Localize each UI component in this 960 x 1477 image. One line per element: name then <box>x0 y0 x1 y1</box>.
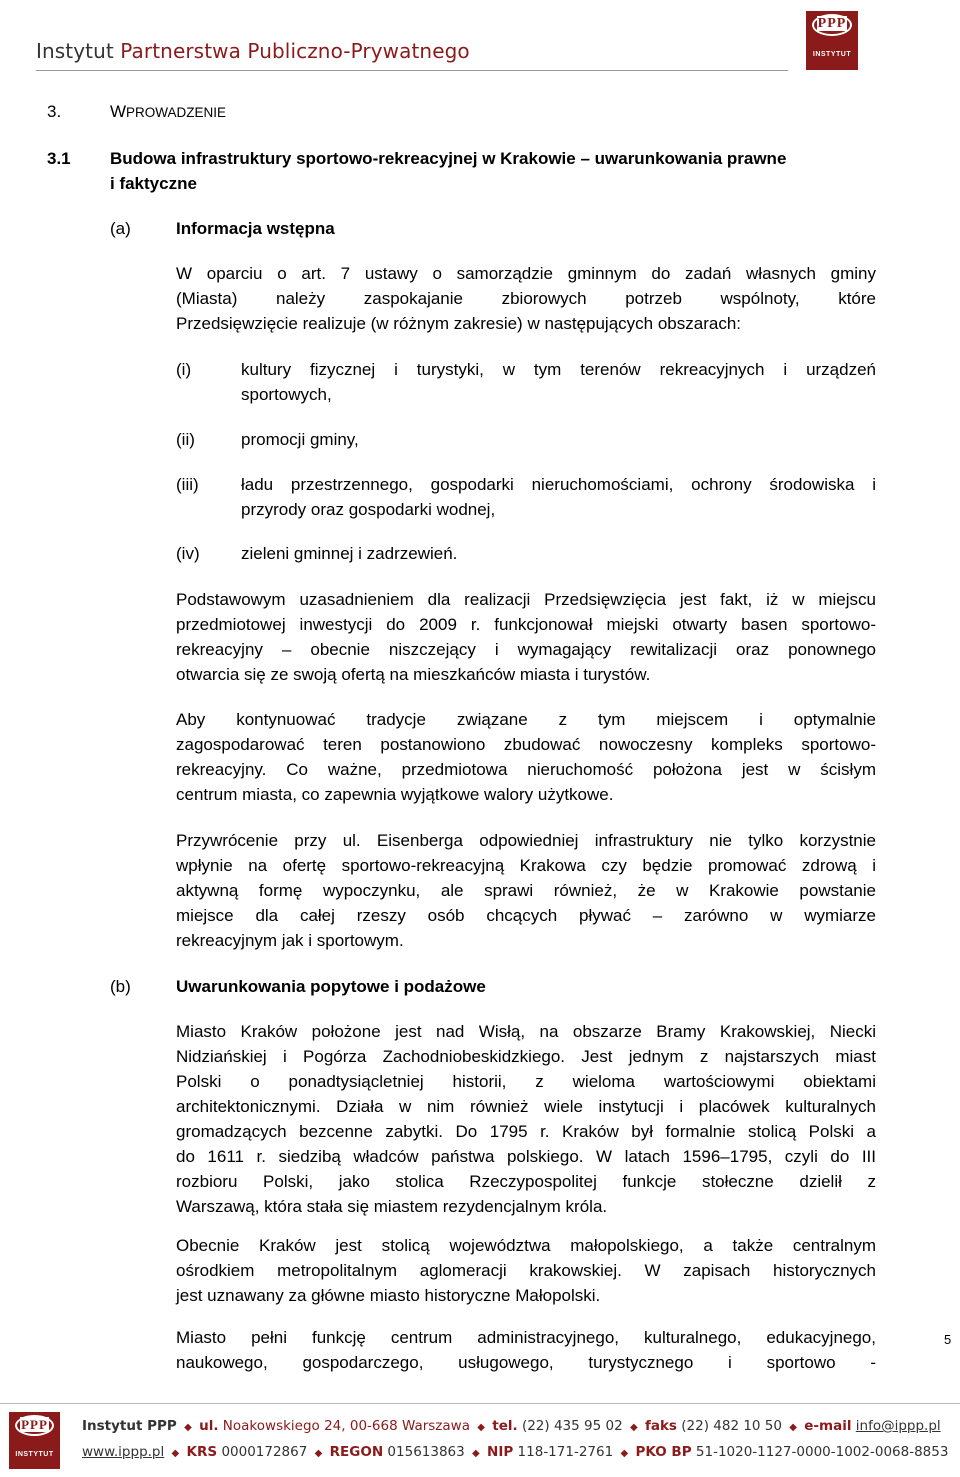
part-b-marker: (b) <box>110 977 131 996</box>
header-divider <box>36 70 788 71</box>
diamond-icon: ◆ <box>184 1422 192 1433</box>
diamond-icon: ◆ <box>789 1422 797 1433</box>
footer-contact-line: Instytut PPP ◆ ul. Noakowskiego 24, 00-668 Warszawa ◆ tel. (22) 435 95 02 ◆ faks (22) 482 10 50 ◆ e-mail info@ippp.pl <box>82 1418 941 1434</box>
section-number: 3. <box>47 102 62 121</box>
paragraph: Przywrócenie przy ul. Eisenberga odpowiedniej infrastruktury nie tylko korzystnie wpłynie na ofertę sportowo-rekreacyjną Krakowa czy będzie promować zdrową i aktywną formę wypoczynku, ale sprawi również, że w Krakowie powstanie miejsce dla całej rzeszy osób chcących pływać – zarówno w wymiarze rekreacyjnym jak i sportowym. <box>176 831 876 950</box>
footer-divider <box>0 1403 960 1404</box>
diamond-icon: ◆ <box>472 1448 480 1459</box>
paragraph: Podstawowym uzasadnieniem dla realizacji Przedsięwzięcia jest fakt, iż w miejscu przedmiotowej inwestycji do 2009 r. funkcjonował miejski otwarty basen sportowo- rekreacyjny – obecnie niszczejący i wymagający rewitalizacji oraz ponownego otwarcia się ze swoją ofertą na mieszkańców miasta i turystów. <box>176 590 876 684</box>
part-a-intro: W oparciu o art. 7 ustawy o samorządzie gminnym do zadań własnych gminy (Miasta) należy zaspokajanie zbiorowych potrzeb wspólnoty, które Przedsięwzięcie realizuje (w różnym zakresie) w następujących obszarach: <box>176 264 876 333</box>
diamond-icon: ◆ <box>477 1422 485 1433</box>
part-b-heading: Uwarunkowania popytowe i podażowe <box>176 977 486 996</box>
list-item-iii: ładu przestrzennego, gospodarki nieruchomościami, ochrony środowiska i przyrody oraz gospodarki wodnej, <box>241 475 876 519</box>
diamond-icon: ◆ <box>171 1448 180 1459</box>
page-number: 5 <box>944 1332 952 1347</box>
paragraph: Obecnie Kraków jest stolicą województwa małopolskiego, a także centralnym ośrodkiem metropolitalnym aglomeracji krakowskiej. W zapisach historycznych jest uznawany za główne miasto historyczne Małopolski. <box>176 1236 876 1305</box>
paragraph: Aby kontynuować tradycje związane z tym miejscem i optymalnie zagospodarować teren postanowiono zbudować nowoczesny kompleks sportowo- rekreacyjny. Co ważne, przedmiotowa nieruchomość położona jest w ścisłym centrum miasta, co zapewnia wyjątkowe walory użytkowe. <box>176 710 876 804</box>
list-marker-ii: (ii) <box>176 430 195 449</box>
part-a-marker: (a) <box>110 219 131 238</box>
list-marker-iv: (iv) <box>176 544 200 563</box>
paragraph: Miasto pełni funkcję centrum administracyjnego, kulturalnego, edukacyjnego, naukowego, gospodarczego, usługowego, turystycznego i sportowo - <box>176 1328 876 1372</box>
list-marker-iii: (iii) <box>176 475 199 494</box>
footer-registry-line: www.ippp.pl ◆ KRS 0000172867 ◆ REGON 015613863 ◆ NIP 118-171-2761 ◆ PKO BP 51-1020-1127-0000-1002-0068-8853 <box>82 1444 949 1460</box>
part-a-heading: Informacja wstępna <box>176 219 335 238</box>
email-link[interactable]: info@ippp.pl <box>855 1418 941 1434</box>
section-title: WPROWADZENIE <box>110 102 227 121</box>
paragraph: Miasto Kraków położone jest nad Wisłą, na obszarze Bramy Krakowskiej, Niecki Nidziańskiej i Pogórza Zachodniobeskidzkiego. Jest jednym z najstarszych miast Polski o ponadtysiącletniej historii, z wieloma wartościowymi obiektami architektonicznymi. Działa w nim również wiele instytucji i placówek kulturalnych gromadzących bezcenne zabytki. Do 1795 r. Kraków był formalnie stolicą Polski a do 1611 r. siedzibą władców państwa polskiego. W latach 1596–1795, czyli do III rozbioru Polski, jako stolica Rzeczypospolitej funkcje stołeczne dzielił z Warszawą, która stała się miastem rezydencjalnym króla. <box>176 1022 876 1216</box>
diamond-icon: ◆ <box>629 1422 638 1433</box>
subsection-title: Budowa infrastruktury sportowo-rekreacyjnej w Krakowie – uwarunkowania prawne i faktyczne <box>110 149 787 193</box>
list-item-i: kultury fizycznej i turystyki, w tym terenów rekreacyjnych i urządzeń sportowych, <box>241 360 876 404</box>
subsection-number: 3.1 <box>47 149 71 168</box>
ppp-logo-footer: PPP INSTYTUT <box>9 1412 60 1469</box>
list-marker-i: (i) <box>176 360 192 379</box>
diamond-icon: ◆ <box>620 1448 629 1459</box>
diamond-icon: ◆ <box>314 1448 323 1459</box>
list-item-ii: promocji gminy, <box>241 430 359 449</box>
ppp-logo: PPP INSTYTUT <box>806 11 858 70</box>
list-item-iv: zieleni gminnej i zadrzewień. <box>241 544 458 563</box>
website-link[interactable]: www.ippp.pl <box>82 1444 165 1460</box>
header-title: Instytut Partnerstwa Publiczno-Prywatnego <box>36 39 470 63</box>
